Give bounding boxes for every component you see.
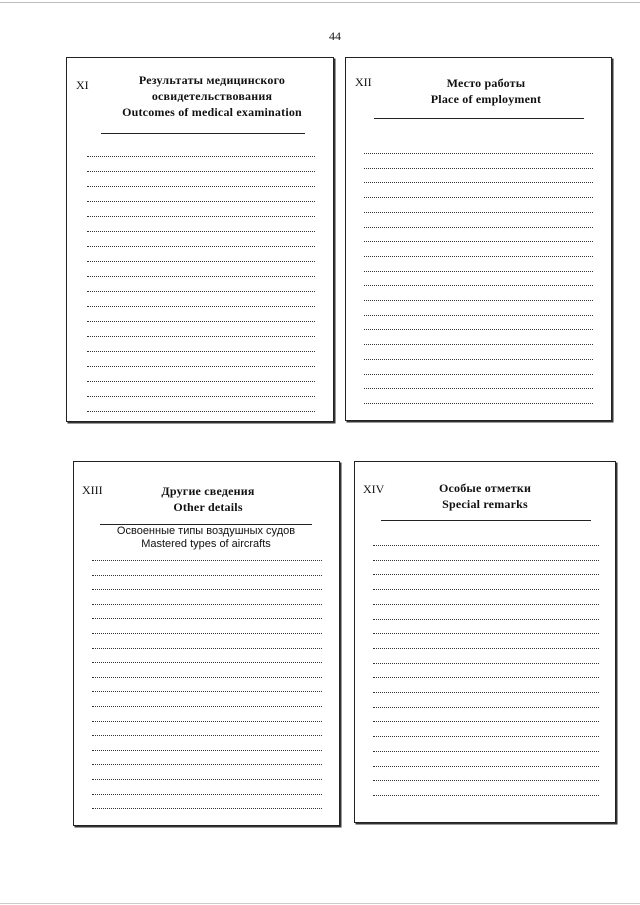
entry-line[interactable] [373,692,599,693]
entry-line[interactable] [373,589,599,590]
entry-line[interactable] [364,359,593,360]
entry-line[interactable] [87,186,315,187]
section-title-ru-line2: освидетельствования [151,89,273,103]
section-title [108,483,308,515]
entry-line[interactable] [364,329,593,330]
entry-line[interactable] [87,366,315,367]
entry-line[interactable] [373,648,599,649]
entry-line[interactable] [92,677,322,678]
entry-line[interactable] [373,574,599,575]
entry-line[interactable] [373,545,599,546]
entry-line[interactable] [92,706,322,707]
top-rule [0,2,640,3]
entry-line[interactable] [373,560,599,561]
entry-line[interactable] [373,751,599,752]
entry-line[interactable] [364,241,593,242]
entry-line[interactable] [92,662,322,663]
section-number: XIII [82,483,103,497]
entry-line[interactable] [364,197,593,198]
entry-line[interactable] [373,795,599,796]
entry-line[interactable] [373,619,599,620]
section-number: XII [355,75,372,89]
section-number: XIV [363,482,385,496]
entry-line[interactable] [92,589,322,590]
entry-line[interactable] [87,246,315,247]
entry-line[interactable] [373,766,599,767]
section-xiii-other-details [73,461,340,826]
section-title-en: Outcomes of medical examination [122,105,302,119]
entry-line[interactable] [87,411,315,412]
entry-line[interactable] [92,560,322,561]
entry-line[interactable] [87,156,315,157]
entry-line[interactable] [92,575,322,576]
entry-line[interactable] [87,396,315,397]
entry-line[interactable] [92,794,322,795]
section-title [385,480,585,512]
entry-line[interactable] [364,315,593,316]
entry-line[interactable] [87,276,315,277]
title-underline [374,118,584,119]
entry-line[interactable] [364,168,593,169]
page-number: 44 [329,29,341,43]
entry-line[interactable] [373,707,599,708]
entry-line[interactable] [92,618,322,619]
entry-line[interactable] [364,403,593,404]
title-underline [101,133,305,134]
entry-line[interactable] [364,388,593,389]
entry-line[interactable] [92,808,322,809]
section-title-ru: Место работы [446,76,526,90]
entry-line[interactable] [364,271,593,272]
entry-line[interactable] [87,171,315,172]
entry-line[interactable] [87,216,315,217]
entry-line[interactable] [92,750,322,751]
entry-line[interactable] [87,381,315,382]
section-xii-place-of-employment [345,57,612,421]
section-subtitle-en: Mastered types of aircrafts [141,538,271,550]
entry-line[interactable] [92,604,322,605]
entry-line[interactable] [364,300,593,301]
entry-line[interactable] [364,285,593,286]
section-title-ru-line1: Результаты медицинского [138,73,286,87]
entry-line[interactable] [92,648,322,649]
section-title-en: Other details [173,500,243,514]
section-title-en: Place of employment [430,92,542,106]
section-subtitle [100,525,312,551]
entry-line[interactable] [87,231,315,232]
entry-line[interactable] [373,677,599,678]
entry-line[interactable] [364,212,593,213]
section-title-ru: Другие сведения [161,484,255,498]
title-underline [381,520,591,521]
entry-line[interactable] [92,764,322,765]
section-title [386,75,586,107]
entry-line[interactable] [373,604,599,605]
bottom-rule [0,903,640,904]
entry-line[interactable] [364,182,593,183]
entry-line[interactable] [364,153,593,154]
entry-line[interactable] [373,663,599,664]
entry-line[interactable] [92,691,322,692]
entry-line[interactable] [92,633,322,634]
entry-line[interactable] [364,374,593,375]
entry-line[interactable] [87,291,315,292]
entry-line[interactable] [87,261,315,262]
entry-line[interactable] [87,321,315,322]
section-title-en: Special remarks [442,497,528,511]
entry-line[interactable] [373,721,599,722]
entry-line[interactable] [364,227,593,228]
entry-line[interactable] [87,336,315,337]
section-number: XI [76,78,89,92]
entry-line[interactable] [92,735,322,736]
entry-line[interactable] [373,780,599,781]
section-subtitle-ru: Освоенные типы воздушных судов [116,525,296,537]
entry-line[interactable] [92,779,322,780]
section-title-ru: Особые отметки [438,481,532,495]
entry-line[interactable] [87,351,315,352]
section-xi-outcomes-medical-examination [66,57,334,422]
entry-line[interactable] [373,633,599,634]
entry-line[interactable] [87,306,315,307]
entry-line[interactable] [92,721,322,722]
entry-line[interactable] [373,736,599,737]
entry-line[interactable] [364,256,593,257]
section-xiv-special-remarks [354,461,616,823]
entry-line[interactable] [364,344,593,345]
section-title [97,72,327,120]
entry-line[interactable] [87,201,315,202]
